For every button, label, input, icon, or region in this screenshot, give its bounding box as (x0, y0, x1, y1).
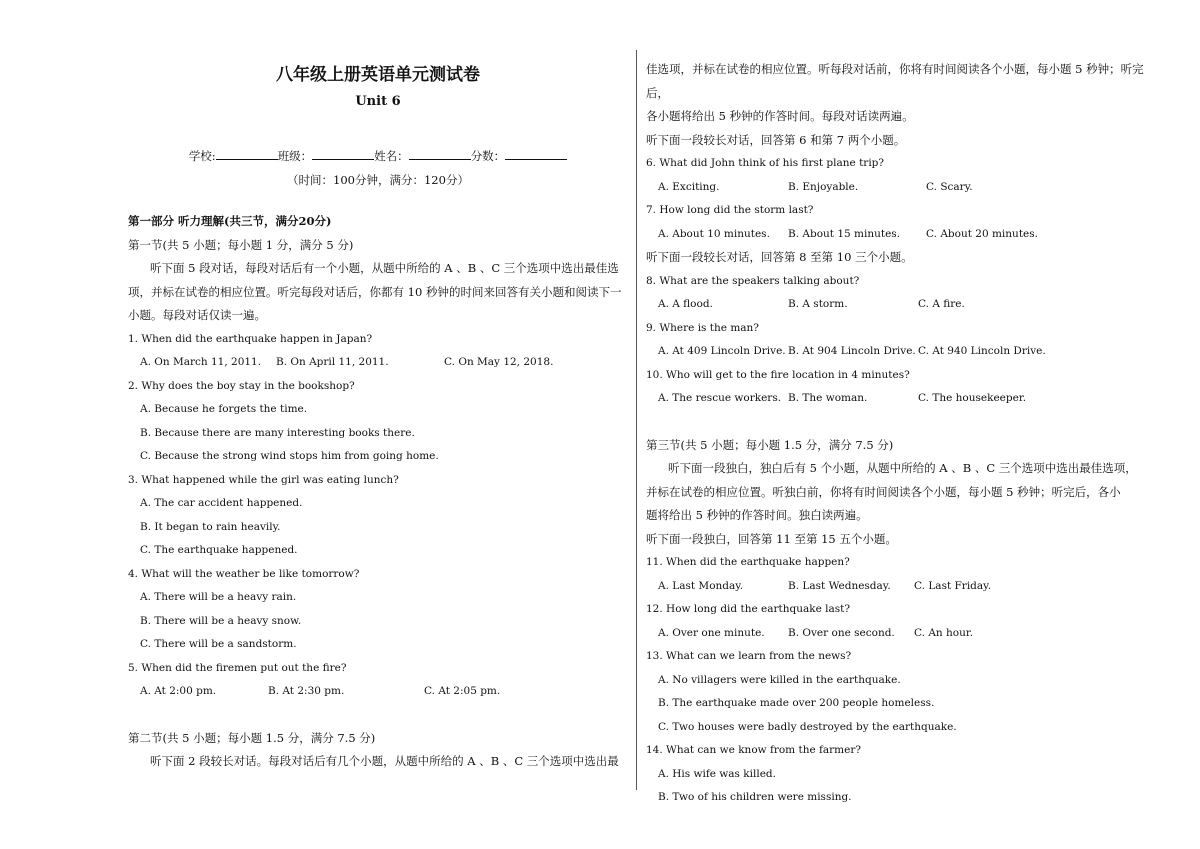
question-6: 6. What did John think of his first plane trip? (646, 157, 885, 169)
spacer (128, 704, 628, 727)
question-7-options (646, 223, 1166, 247)
question-9: 9. Where is the man? (646, 321, 759, 334)
section1-instruction: 听下面 5 段对话，每段对话后有一个小题，从题中所给的 A 、B 、C 三个选项中选出最佳选项，并标在试卷的相应位置。听完每段对话后，你都有 10 秒钟的时间来回答有关小题和阅读下一 (128, 261, 622, 299)
question-1: 1. When did the earthquake happen in Japan? (128, 332, 373, 345)
option-b: B. A storm. (788, 298, 848, 310)
option-a: A. The car accident happened. (140, 497, 303, 509)
option-a: A. About 10 minutes. (658, 227, 770, 240)
dialogue-lead-2: 听下面一段较长对话，回答第 8 至第 10 三个小题。 (646, 250, 913, 264)
question-11-options (646, 575, 1166, 599)
question-4: 4. What will the weather be like tomorrow? (128, 567, 360, 580)
option-c: C. Scary. (926, 180, 973, 193)
class-blank (312, 148, 374, 160)
option-b: B. On April 11, 2011. (276, 356, 389, 368)
right-column (646, 58, 1166, 810)
option-b: B. At 2:30 pm. (268, 685, 345, 697)
option-c: C. At 940 Lincoln Drive. (918, 345, 1046, 357)
question-6-options (646, 176, 1166, 200)
option-a: A. Because he forgets the time. (140, 403, 308, 415)
option-a: A. No villagers were killed in the earthquake. (658, 673, 901, 686)
option-c: C. Because the strong wind stops him from going home. (140, 450, 439, 462)
option-b: B. Over one second. (788, 626, 895, 639)
left-column (128, 58, 628, 774)
question-8-options (646, 293, 1166, 317)
section3-instruction: 听下面一段独白，独白后有 5 个小题，从题中所给的 A 、B 、C 三个选项中选出最佳选项， (668, 461, 1137, 475)
option-c: C. The earthquake happened. (140, 544, 298, 556)
time-info: （时间：100分钟，满分：120分） (287, 173, 469, 187)
option-b: B. Enjoyable. (788, 180, 859, 193)
part1-title: 第一部分 听力理解(共三节，满分20分) (128, 214, 332, 228)
question-2: 2. Why does the boy stay in the bookshop? (128, 379, 355, 392)
option-c: C. The housekeeper. (918, 392, 1027, 404)
question-10-options (646, 387, 1166, 411)
section2-instruction-end: 各小题将给出 5 秒钟的作答时间。每段对话读两遍。 (646, 109, 914, 123)
option-a: A. Last Monday. (658, 579, 744, 592)
question-5-options (128, 680, 628, 704)
option-a: A. There will be a heavy rain. (140, 591, 297, 603)
option-b: B. There will be a heavy snow. (140, 614, 302, 627)
option-a: A. Over one minute. (658, 626, 765, 639)
question-5: 5. When did the firemen put out the fire? (128, 661, 347, 674)
option-a: A. The rescue workers. (658, 392, 782, 404)
section3-instruction-end: 题将给出 5 秒钟的作答时间。独白读两遍。 (646, 508, 868, 522)
option-a: A. On March 11, 2011. (140, 356, 262, 368)
section1-instruction-end: 小题。每段对话仅读一遍。 (128, 308, 266, 322)
question-14: 14. What can we know from the farmer? (646, 744, 861, 756)
school-blank (216, 148, 278, 160)
section2-instruction: 听下面 2 段较长对话。每段对话后有几个小题，从题中所给的 A 、B 、C 三个选项中选出最 (150, 754, 619, 768)
option-b: B. It began to rain heavily. (140, 520, 281, 533)
score-blank (505, 148, 567, 160)
unit-label: Unit 6 (355, 94, 401, 109)
option-b: B. About 15 minutes. (788, 227, 901, 240)
section2-instruction-cont: 佳选项，并标在试卷的相应位置。听每段对话前，你将有时间阅读各个小题，每小题 5 秒钟；听完后， (646, 62, 1144, 100)
dialogue-lead-1: 听下面一段较长对话，回答第 6 和第 7 两个小题。 (646, 132, 906, 147)
name-blank (409, 148, 471, 160)
spacer (646, 411, 1166, 434)
option-b: B. The earthquake made over 200 people homeless. (658, 697, 935, 709)
option-b: B. The woman. (788, 392, 868, 404)
option-b: B. At 904 Lincoln Drive. (788, 345, 916, 357)
exam-title: 八年级上册英语单元测试卷 (276, 65, 480, 85)
option-a: A. At 409 Lincoln Drive. (658, 345, 786, 357)
question-12-options (646, 622, 1166, 646)
option-a: A. A flood. (658, 298, 713, 310)
section3-instruction-cont: 并标在试卷的相应位置。听独白前，你将有时间阅读各个小题，每小题 5 秒钟；听完后，各小 (646, 484, 1121, 499)
option-a: A. His wife was killed. (658, 767, 776, 780)
option-a: A. At 2:00 pm. (140, 685, 217, 697)
column-divider (636, 50, 637, 790)
option-b: B. Two of his children were missing. (658, 791, 852, 803)
score-label: 分数： (470, 149, 506, 163)
option-c: C. There will be a sandstorm. (140, 638, 297, 650)
option-c: C. At 2:05 pm. (424, 685, 501, 697)
question-9-options (646, 340, 1166, 364)
option-c: C. An hour. (914, 626, 974, 639)
question-12: 12. How long did the earthquake last? (646, 603, 851, 615)
option-c: C. Last Friday. (914, 579, 992, 592)
question-7: 7. How long did the storm last? (646, 204, 814, 216)
section1-title: 第一节(共 5 小题；每小题 1 分，满分 5 分) (128, 237, 354, 252)
class-label: 班级： (277, 149, 313, 163)
section3-title: 第三节(共 5 小题；每小题 1.5 分，满分 7.5 分) (646, 437, 894, 452)
section2-title: 第二节(共 5 小题；每小题 1.5 分，满分 7.5 分) (128, 730, 376, 745)
name-label: 姓名： (374, 149, 409, 163)
option-a: A. Exciting. (658, 180, 720, 193)
question-3: 3. What happened while the girl was eating lunch? (128, 473, 399, 486)
option-c: C. About 20 minutes. (926, 227, 1038, 240)
option-b: B. Last Wednesday. (788, 579, 891, 592)
option-c: C. On May 12, 2018. (444, 356, 554, 368)
student-info-line (128, 144, 628, 168)
question-13: 13. What can we learn from the news? (646, 650, 852, 662)
question-1-options (128, 351, 628, 375)
option-c: C. A fire. (918, 298, 965, 310)
option-b: B. Because there are many interesting books there. (140, 426, 415, 439)
option-c: C. Two houses were badly destroyed by the earthquake. (658, 720, 957, 733)
monologue-lead: 听下面一段独白，回答第 11 至第 15 五个小题。 (646, 531, 897, 546)
question-8: 8. What are the speakers talking about? (646, 274, 860, 287)
school-label: 学校: (188, 149, 216, 163)
question-10: 10. Who will get to the fire location in 4 minutes? (646, 368, 910, 381)
question-11: 11. When did the earthquake happen? (646, 556, 850, 568)
